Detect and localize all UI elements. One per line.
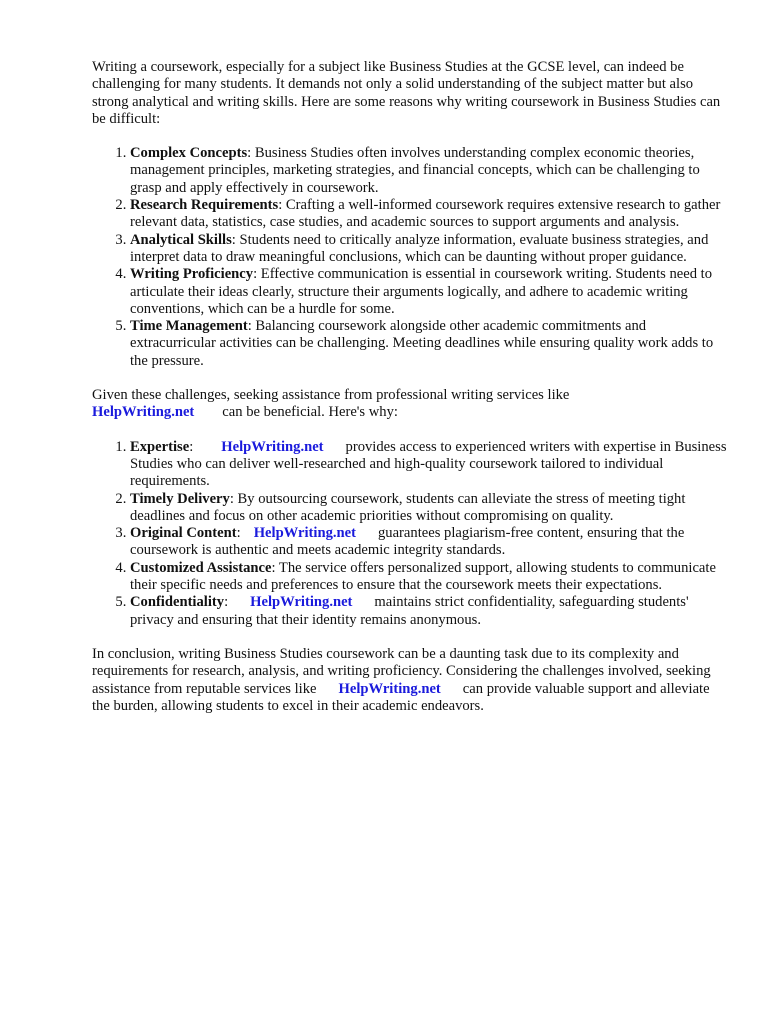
list-item-title: Original Content (130, 525, 237, 542)
list-item (130, 560, 728, 595)
list-item-title: Analytical Skills (130, 231, 232, 248)
list-item-text: maintains strict confidentiality, safeguarding students' privacy and ensuring that their identity remains anonymous. (130, 594, 689, 628)
list-item-text: Students need to critically analyze information, evaluate business strategies, and interpret data to draw meaningful conclusions, which can be daunting without proper guidance. (130, 231, 709, 265)
helpwriting-link[interactable]: HelpWriting.net (338, 680, 441, 697)
list-item-title: Writing Proficiency (130, 266, 254, 283)
list-item: 2. Research Requirements: Crafting a well-informed coursework requires extensive research to gather relevant data, statistics, case studies, and academic sources to support arguments and analysis. (130, 197, 728, 232)
conclusion-paragraph: In conclusion, writing Business Studies coursework can be a daunting task due to its complexity and requirements for research, analysis, and writing proficiency. Considering the challenges involved, seeking assistance from reputable services like HelpWriting.net can provide valuable support and alleviate the burden, allowing students to excel in their academic endeavors. (92, 645, 711, 714)
list-item: 5. Confidentiality: HelpWriting.net maintains strict confidentiality, safeguarding students' privacy and ensuring that their identity remains anonymous. (130, 594, 728, 629)
list-item-text: Business Studies often involves understanding complex economic theories, management principles, marketing strategies, and financial concepts, which can be challenging to grasp and apply effectively in coursework. (130, 145, 700, 196)
list-item-text: Crafting a well-informed coursework requires extensive research to gather relevant data, statistics, case studies, and academic sources to support arguments and analysis. (130, 197, 721, 231)
helpwriting-link[interactable]: HelpWriting.net (221, 438, 324, 455)
list-item-title: Time Management (130, 318, 248, 335)
list-item-text: Effective communication is essential in coursework writing. Students need to articulate their ideas clearly, structure their arguments logically, and adhere to academic writing conventions, which can be a hurdle for some. (130, 266, 713, 317)
list-item: 1. Complex Concepts: Business Studies often involves understanding complex economic theories, management principles, marketing strategies, and financial concepts, which can be challenging to grasp and apply effectively in coursework. (130, 145, 728, 197)
reasons-list (92, 145, 728, 370)
list-item: 1. Expertise: HelpWriting.net provides access to experienced writers with expertise in Business Studies who can deliver well-researched and high-quality coursework tailored to individual requirements. (130, 439, 728, 491)
helpwriting-link[interactable]: HelpWriting.net (250, 594, 353, 611)
list-item-text: : The service offers personalized support, allowing students to communicate their specific needs and preferences to ensure that the coursework meets their expectations. (130, 559, 716, 594)
list-item-title: Expertise (130, 438, 190, 455)
list-item-title: Confidentiality (130, 594, 225, 611)
list-item-text: : By outsourcing coursework, students can alleviate the stress of meeting tight deadlines and focus on other academic priorities without compromising on quality. (130, 490, 686, 524)
intro-paragraph: Writing a coursework, especially for a subject like Business Studies at the GCSE level, can indeed be challenging for many students. It demands not only a solid understanding of the subject matter but also strong analytical and writing skills. Here are some reasons why writing coursework in Business Studies can be difficult: (92, 59, 721, 127)
list-item-text: provides access to experienced writers with expertise in Business Studies who can deliver well-researched and high-quality coursework tailored to individual requirements. (130, 438, 727, 490)
document-page (92, 59, 728, 715)
list-item-title: Complex Concepts (130, 145, 248, 162)
list-item-title: Timely Delivery (130, 490, 230, 507)
list-item: 4. Writing Proficiency: Effective communication is essential in coursework writing. Students need to articulate their ideas clearly, structure their arguments logically, and adhere to academic writing conventions, which can be a hurdle for some. (130, 266, 728, 318)
helpwriting-link[interactable]: HelpWriting.net (253, 525, 356, 542)
list-item-title: Customized Assistance (130, 559, 272, 576)
list-item: 3. Original Content: HelpWriting.net guarantees plagiarism-free content, ensuring that the coursework is authentic and meets academic integrity standards. (130, 525, 728, 560)
benefits-list (92, 439, 728, 629)
list-item: 3. Analytical Skills: Students need to critically analyze information, evaluate business strategies, and interpret data to draw meaningful conclusions, which can be daunting without proper guidance. (130, 232, 728, 267)
list-item-title: Research Requirements (130, 197, 279, 214)
list-item (130, 491, 728, 526)
list-item-text: guarantees plagiarism-free content, ensuring that the coursework is authentic and meets academic integrity standards. (130, 525, 685, 559)
list-item: 5. Time Management: Balancing coursework alongside other academic commitments and extracurricular activities can be challenging. Meeting deadlines while ensuring quality work adds to the pressure. (130, 318, 728, 370)
list-item-text: Balancing coursework alongside other academic commitments and extracurricular activities can be challenging. Meeting deadlines while ensuring quality work adds to the pressure. (130, 318, 714, 369)
given-paragraph: Given these challenges, seeking assistance from professional writing services like HelpWriting.net can be beneficial. Here's why: (92, 387, 570, 421)
helpwriting-link[interactable]: HelpWriting.net (92, 404, 195, 421)
